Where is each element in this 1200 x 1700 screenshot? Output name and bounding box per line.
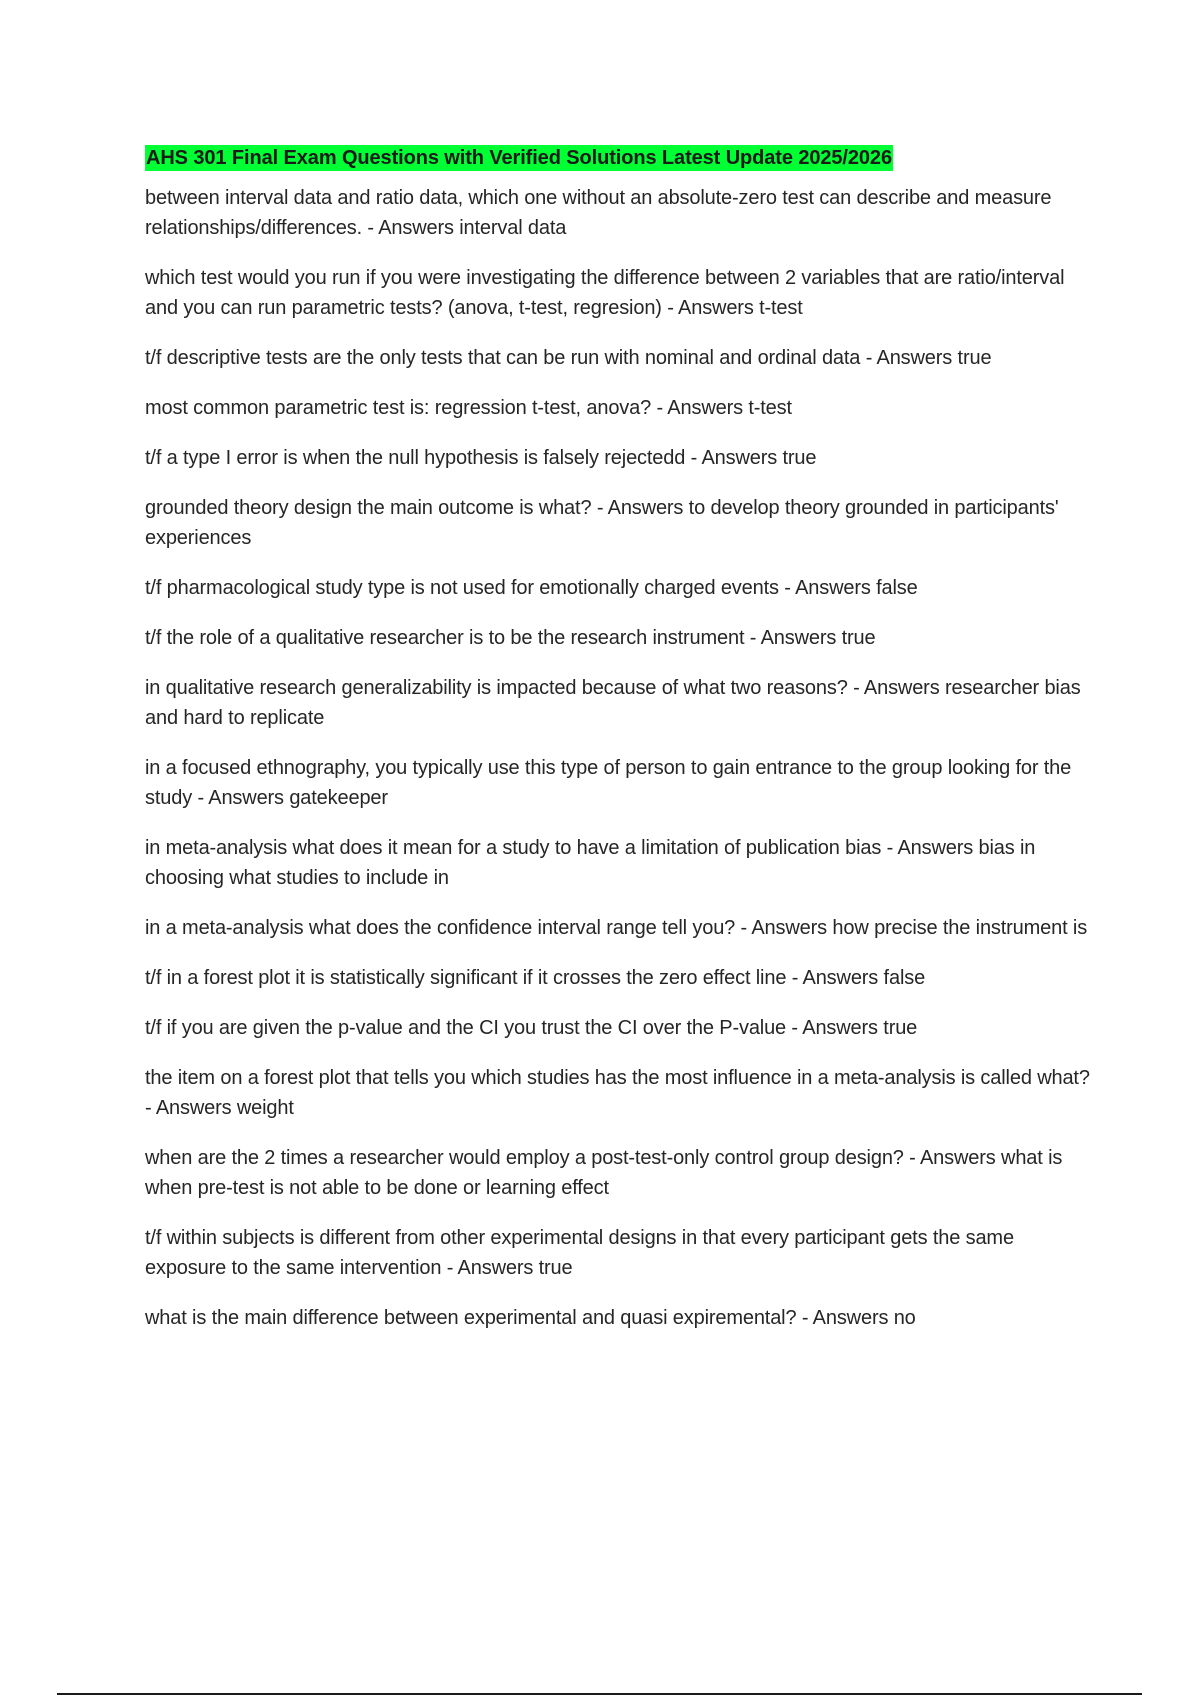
qa-list bbox=[145, 183, 1090, 1333]
qa-item: t/f descriptive tests are the only tests that can be run with nominal and ordinal data - Answers true bbox=[145, 347, 992, 369]
qa-item: t/f a type I error is when the null hypothesis is falsely rejectedd - Answers true bbox=[145, 447, 817, 469]
qa-item: t/f in a forest plot it is statistically significant if it crosses the zero effect line - Answers false bbox=[145, 967, 926, 989]
document-title: AHS 301 Final Exam Questions with Verified Solutions Latest Update 2025/2026 bbox=[146, 147, 892, 169]
qa-item: in a focused ethnography, you typically use this type of person to gain entrance to the group looking for the study - Answers gatekeeper bbox=[145, 757, 1072, 809]
qa-item: most common parametric test is: regression t-test, anova? - Answers t-test bbox=[145, 397, 792, 419]
qa-item: t/f pharmacological study type is not used for emotionally charged events - Answers false bbox=[145, 577, 918, 599]
document-page bbox=[145, 145, 1090, 1353]
qa-item: in meta-analysis what does it mean for a study to have a limitation of publication bias - Answers bias in choosing what studies to include in bbox=[145, 837, 1036, 889]
qa-item: grounded theory design the main outcome is what? - Answers to develop theory grounded in participants' experiences bbox=[145, 497, 1059, 549]
qa-item: in qualitative research generalizability is impacted because of what two reasons? - Answers researcher bias and hard to replicate bbox=[145, 677, 1081, 729]
qa-item: between interval data and ratio data, which one without an absolute-zero test can describe and measure relationships/differences. - Answers interval data bbox=[145, 187, 1052, 239]
qa-item: in a meta-analysis what does the confidence interval range tell you? - Answers how precise the instrument is bbox=[145, 917, 1088, 939]
qa-item: what is the main difference between experimental and quasi expiremental? - Answers no bbox=[145, 1307, 916, 1329]
qa-item: which test would you run if you were investigating the difference between 2 variables that are ratio/interval and you can run parametric tests? (anova, t-test, regresion) - Answers t-test bbox=[145, 267, 1065, 319]
qa-item: the item on a forest plot that tells you which studies has the most influence in a meta-analysis is called what? - Answers weight bbox=[145, 1067, 1090, 1119]
qa-item: t/f the role of a qualitative researcher is to be the research instrument - Answers true bbox=[145, 627, 876, 649]
qa-item: t/f if you are given the p-value and the CI you trust the CI over the P-value - Answers true bbox=[145, 1017, 918, 1039]
qa-item: when are the 2 times a researcher would employ a post-test-only control group design? - Answers what is when pre-test is not able to be done or learning effect bbox=[145, 1147, 1063, 1199]
footer-divider bbox=[57, 1693, 1142, 1695]
qa-item: t/f within subjects is different from other experimental designs in that every participant gets the same exposure to the same intervention - Answers true bbox=[145, 1227, 1014, 1279]
